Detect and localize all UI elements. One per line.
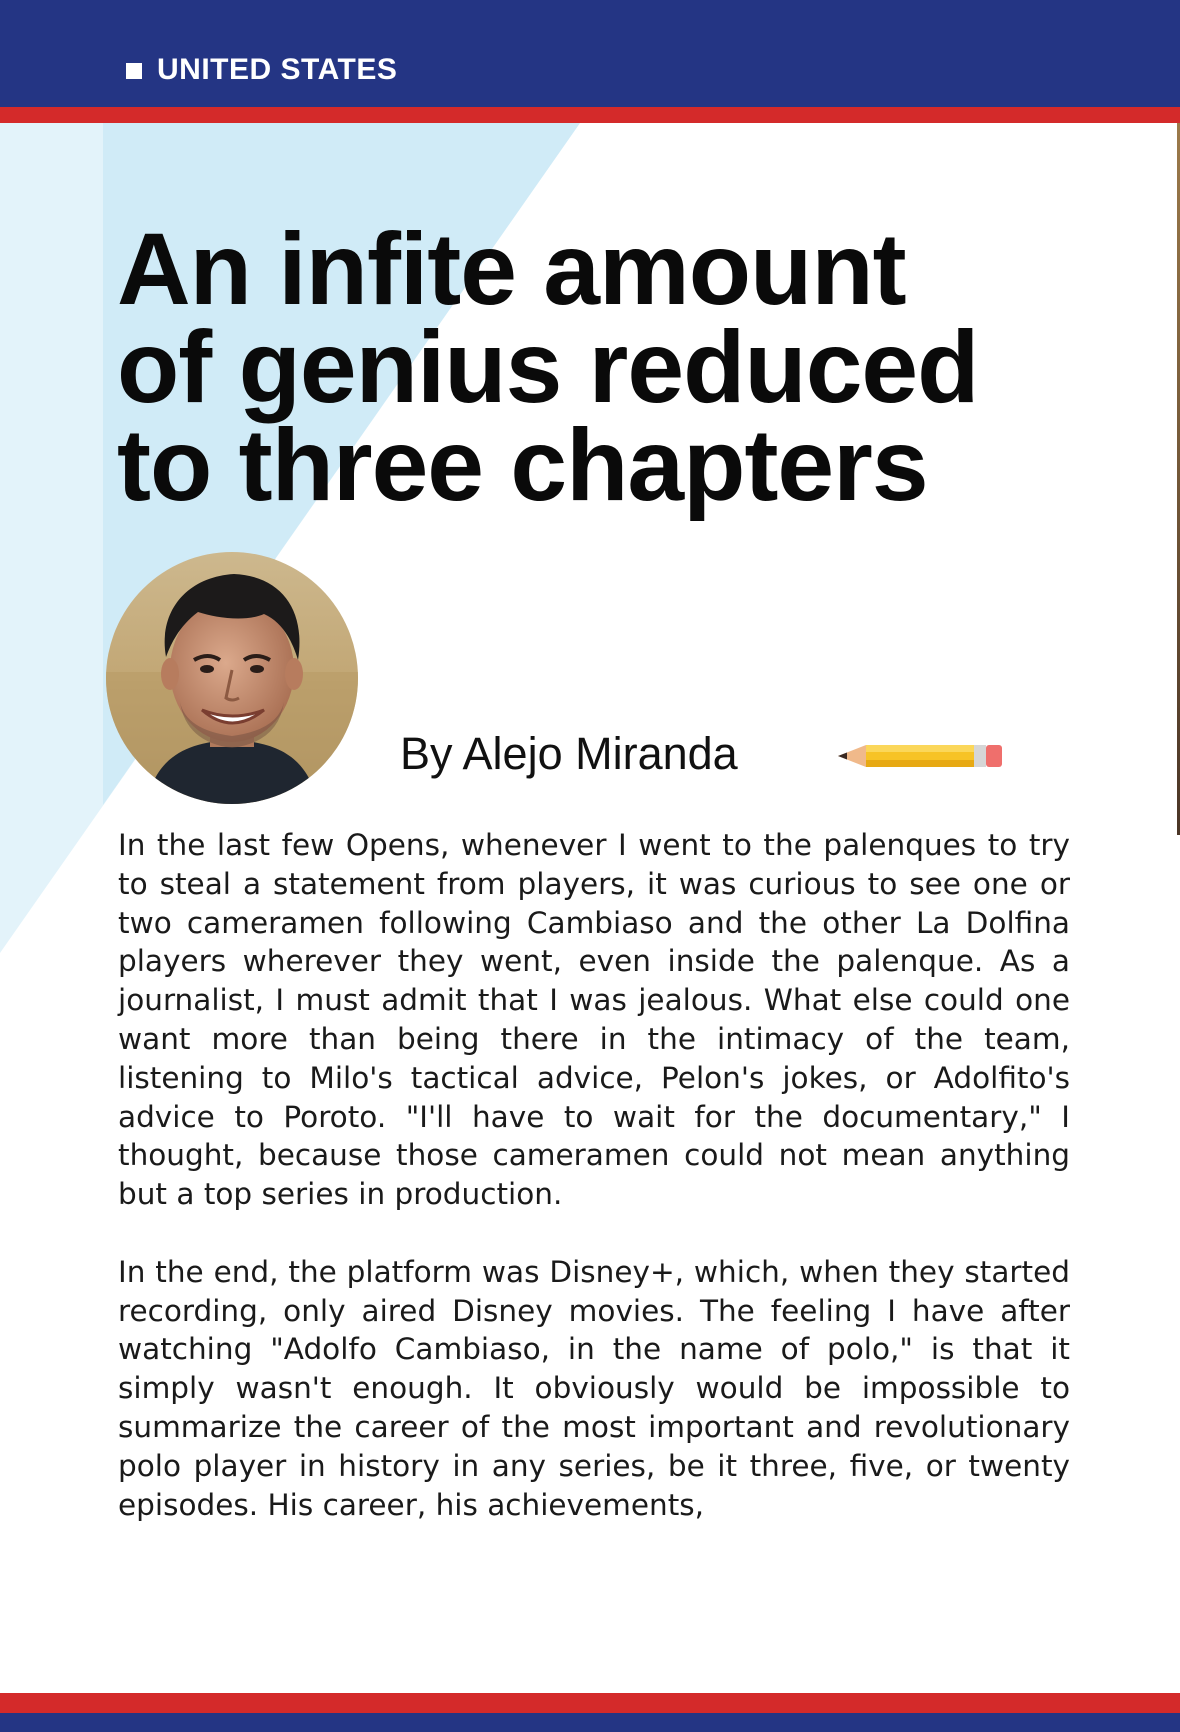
- headline-line: of genius reduced: [117, 310, 979, 424]
- square-bullet-icon: [126, 63, 142, 79]
- header-stripe: [0, 107, 1180, 123]
- headline-line: to three chapters: [117, 408, 928, 522]
- footer-stripe: [0, 1693, 1180, 1713]
- author-avatar: [106, 552, 358, 804]
- byline: By Alejo Miranda: [400, 728, 738, 779]
- article-paragraph: In the last few Opens, whenever I went to the palenques to try to steal a statement from players, it was curious to see one or two cameramen following Cambiaso and the other La Dolfina players wherever they went, even inside the palenque. As a journalist, I must admit that I was jealous. What else could one want more than being there in the intimacy of the team, listening to Milo's tactical advice, Pelon's jokes, or Adolfito's advice to Poroto. "I'll have to wait for the documentary," I thought, because those cameramen could not mean anything but a top series in production.: [118, 828, 1070, 1212]
- headline-line: An infite amount: [117, 212, 906, 326]
- pencil-icon: [838, 741, 1004, 771]
- headline: [117, 212, 1117, 522]
- article-paragraph: In the end, the platform was Disney+, which, when they started recording, only aired Disney movies. The feeling I have after watching "Adolfo Cambiaso, in the name of polo," is that it simply wasn't enough. It obviously would be impossible to summarize the career of the most important and revolutionary polo player in history in any series, be it three, five, or twenty episodes. His career, his achievements,: [118, 1254, 1070, 1522]
- section-label: UNITED STATES: [157, 53, 398, 86]
- footer-bar: [0, 1713, 1180, 1732]
- article-body: [118, 826, 1070, 1563]
